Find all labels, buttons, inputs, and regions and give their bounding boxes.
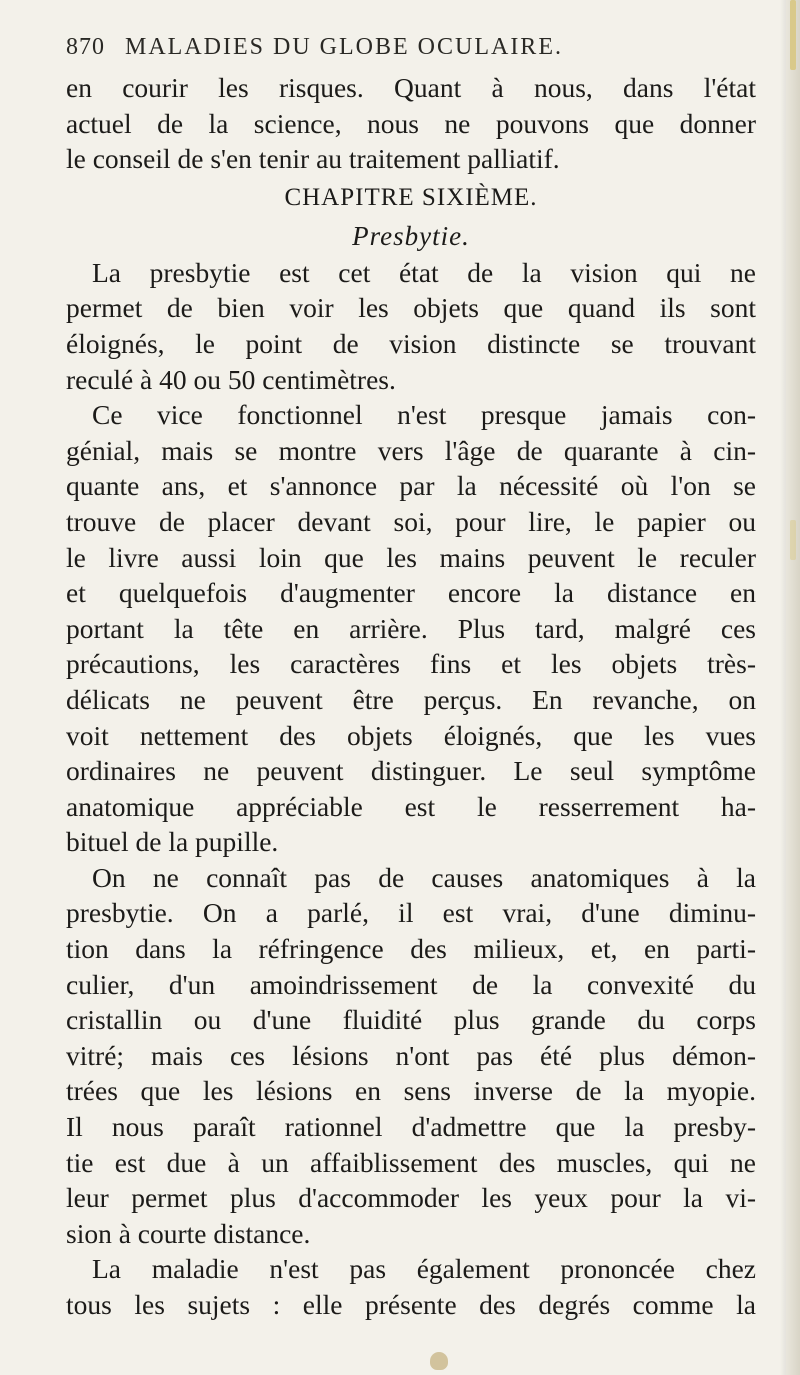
text-line: La presbytie est cet état de la vision qui ne (92, 256, 756, 288)
text-line: tie est due à un affaiblissement des muscles, qui ne (66, 1146, 756, 1178)
text-line: ordinaires ne peuvent distinguer. Le seul symptôme (66, 755, 756, 787)
text-line: presbytie. On a parlé, il est vrai, d'une diminu- (66, 897, 756, 929)
text-line: génial, mais se montre vers l'âge de quarante à cin- (66, 434, 756, 466)
paragraph-4 (66, 1251, 756, 1322)
text-line: trouve de placer devant soi, pour lire, le papier ou (66, 505, 756, 537)
text-line: portant la tête en arrière. Plus tard, malgré ces (66, 612, 756, 644)
page-edge-stain (790, 520, 796, 560)
text-line: cristallin ou d'une fluidité plus grande du corps (66, 1004, 756, 1036)
text-line: culier, d'un amoindrissement de la convexité du (66, 968, 756, 1000)
text-line: actuel de la science, nous ne pouvons que donner (66, 107, 756, 139)
page-shadow (780, 0, 786, 1375)
paragraph-2 (66, 397, 756, 860)
running-title: MALADIES DU GLOBE OCULAIRE. (125, 34, 563, 60)
text-line: éloignés, le point de vision distincte se trouvant (66, 327, 756, 359)
page-edge (786, 0, 800, 1375)
text-line: Il nous paraît rationnel d'admettre que la presby- (66, 1111, 756, 1143)
text-line: tion dans la réfringence des milieux, et, en parti- (66, 933, 756, 965)
text-line: trées que les lésions en sens inverse de la myopie. (66, 1075, 756, 1107)
text-line: On ne connaît pas de causes anatomiques à la (92, 861, 756, 893)
paragraph-3 (66, 860, 756, 1252)
text-line: leur permet plus d'accommoder les yeux pour la vi- (66, 1182, 756, 1214)
page-edge-stain (790, 0, 796, 70)
text-line: voit nettement des objets éloignés, que les vues (66, 719, 756, 751)
text-line: quante ans, et s'annonce par la nécessité où l'on se (66, 470, 756, 502)
text-line: en courir les risques. Quant à nous, dans l'état (66, 72, 756, 103)
text-line: le conseil de s'en tenir au traitement palliatif. (66, 143, 560, 175)
text-line: reculé à 40 ou 50 centimètres. (66, 363, 396, 395)
text-column (66, 34, 756, 1323)
paragraph-1 (66, 255, 756, 397)
text-line: La maladie n'est pas également prononcée chez (92, 1253, 756, 1285)
ink-smudge (430, 1352, 448, 1370)
text-line: précautions, les caractères fins et les objets très- (66, 648, 756, 680)
page-number: 870 (66, 34, 105, 60)
running-header (66, 34, 756, 70)
text-line: anatomique appréciable est le resserrement ha- (66, 790, 756, 822)
text-line: sion à courte distance. (66, 1217, 311, 1249)
chapter-subtitle: Presbytie. (352, 220, 470, 251)
text-line: tous les sujets : elle présente des degrés comme la (66, 1289, 756, 1320)
chapter-heading: CHAPITRE SIXIÈME. (284, 183, 538, 211)
text-line: Ce vice fonctionnel n'est presque jamais con- (92, 399, 756, 431)
text-line: le livre aussi loin que les mains peuvent le reculer (66, 541, 756, 573)
text-line: permet de bien voir les objets que quand ils sont (66, 292, 756, 324)
text-line: et quelquefois d'augmenter encore la distance en (66, 577, 756, 609)
paragraph-intro (66, 70, 756, 177)
text-line: bituel de la pupille. (66, 826, 279, 858)
text-line: délicats ne peuvent être perçus. En revanche, on (66, 683, 756, 715)
text-line: vitré; mais ces lésions n'ont pas été plus démon- (66, 1039, 756, 1071)
